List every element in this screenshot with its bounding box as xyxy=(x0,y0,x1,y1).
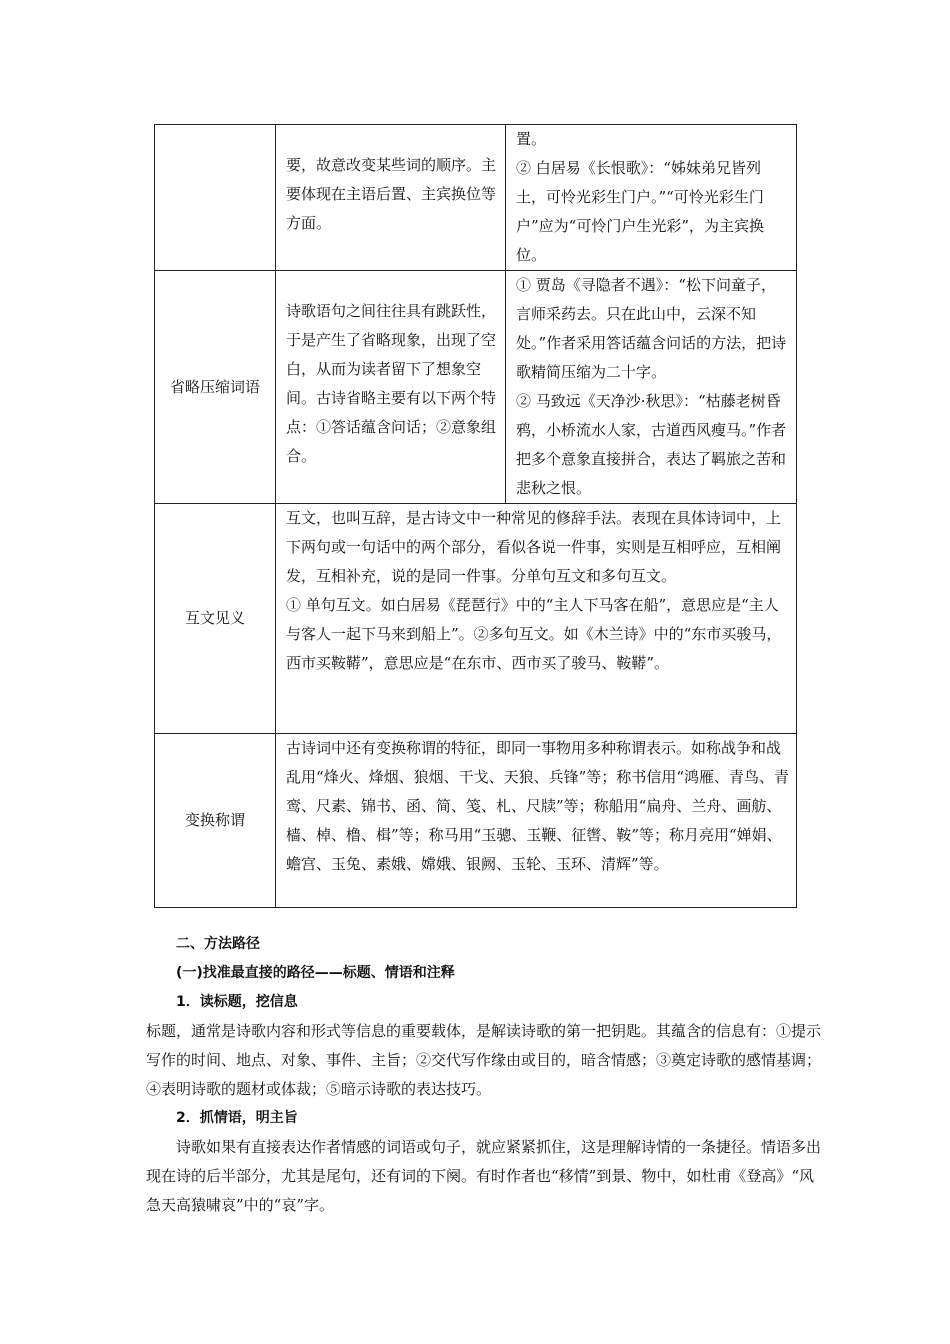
table-row-explanation: 诗歌语句之间往往具有跳跃性，于是产生了省略现象，出现了空白，从而为读者留下了想象空间。古诗省略主要有以下两个特点：①答话蕴含问话；②意象组合。 xyxy=(276,271,506,504)
table-row-explanation: 要，故意改变某些词的顺序。主要体现在主语后置、主宾换位等方面。 xyxy=(276,125,506,271)
table-row-name: 互文见义 xyxy=(155,504,276,734)
technique-table xyxy=(154,124,797,908)
table-row-name: 省略压缩词语 xyxy=(155,271,276,504)
section-subheading: (一)找准最直接的路径——标题、情语和注释 xyxy=(176,965,455,981)
item-body: 标题，通常是诗歌内容和形式等信息的重要载体，是解读诗歌的第一把钥匙。其蕴含的信息有：①提示写作的时间、地点、对象、事件、主旨；②交代写作缘由或目的，暗含情感；③奠定诗歌的感情基调；④表明诗歌的题材或体裁；⑤暗示诗歌的表达技巧。 xyxy=(146,1022,822,1098)
section-heading: 二、方法路径 xyxy=(176,936,260,952)
item-title: 1．读标题，挖信息 xyxy=(176,994,298,1010)
item-title: 2．抓情语，明主旨 xyxy=(176,1110,298,1126)
table-row xyxy=(155,504,797,734)
table-row-content: 古诗词中还有变换称谓的特征，即同一事物用多种称谓表示。如称战争和战乱用“烽火、烽烟、狼烟、干戈、天狼、兵锋”等；称书信用“鸿雁、青鸟、青鸾、尺素、锦书、函、简、笺、札、尺牍”等；称船用“扁舟、兰舟、画舫、樯、棹、橹、楫”等；称马用“玉骢、玉鞭、征辔、鞍”等；称月亮用“婵娟、蟾宫、玉兔、素娥、嫦娥、银阙、玉轮、玉环、清辉”等。 xyxy=(276,734,797,908)
method-section xyxy=(146,930,826,1220)
table-row-examples: 置。 ② 白居易《长恨歌》：“姊妹弟兄皆列土，可怜光彩生门户。”“可怜光彩生门户”应为“可怜门户生光彩”，为主宾换位。 xyxy=(506,125,797,271)
table-row xyxy=(155,125,797,271)
table-row-content: 互文，也叫互辞，是古诗文中一种常见的修辞手法。表现在具体诗词中，上下两句或一句话中的两个部分，看似各说一件事，实则是互相呼应，互相阐发，互相补充，说的是同一件事。分单句互文和多句互文。 ① 单句互文。如白居易《琵琶行》中的“主人下马客在船”，意思应是“主人与客人一起下马来到船上”。②多句互文。如《木兰诗》中的“东市买骏马，西市买鞍鞯”，意思应是“在东市、西市买了骏马、鞍鞯”。 xyxy=(276,504,797,734)
table-row xyxy=(155,271,797,504)
table-row-name xyxy=(155,125,276,271)
table-row xyxy=(155,734,797,908)
item-body: 诗歌如果有直接表达作者情感的词语或句子，就应紧紧抓住，这是理解诗情的一条捷径。情语多出现在诗的后半部分，尤其是尾句，还有词的下阕。有时作者也“移情”到景、物中，如杜甫《登高》“风急天高猿啸哀”中的“哀”字。 xyxy=(146,1138,822,1214)
table-row-examples: ① 贾岛《寻隐者不遇》：“松下问童子，言师采药去。只在此山中，云深不知处。”作者采用答话蕴含问话的方法，把诗歌精简压缩为二十字。 ② 马致远《天净沙·秋思》：“枯藤老树昏鸦，小桥流水人家，古道西风瘦马。”作者把多个意象直接拼合，表达了羁旅之苦和悲秋之恨。 xyxy=(506,271,797,504)
table-row-name: 变换称谓 xyxy=(155,734,276,908)
